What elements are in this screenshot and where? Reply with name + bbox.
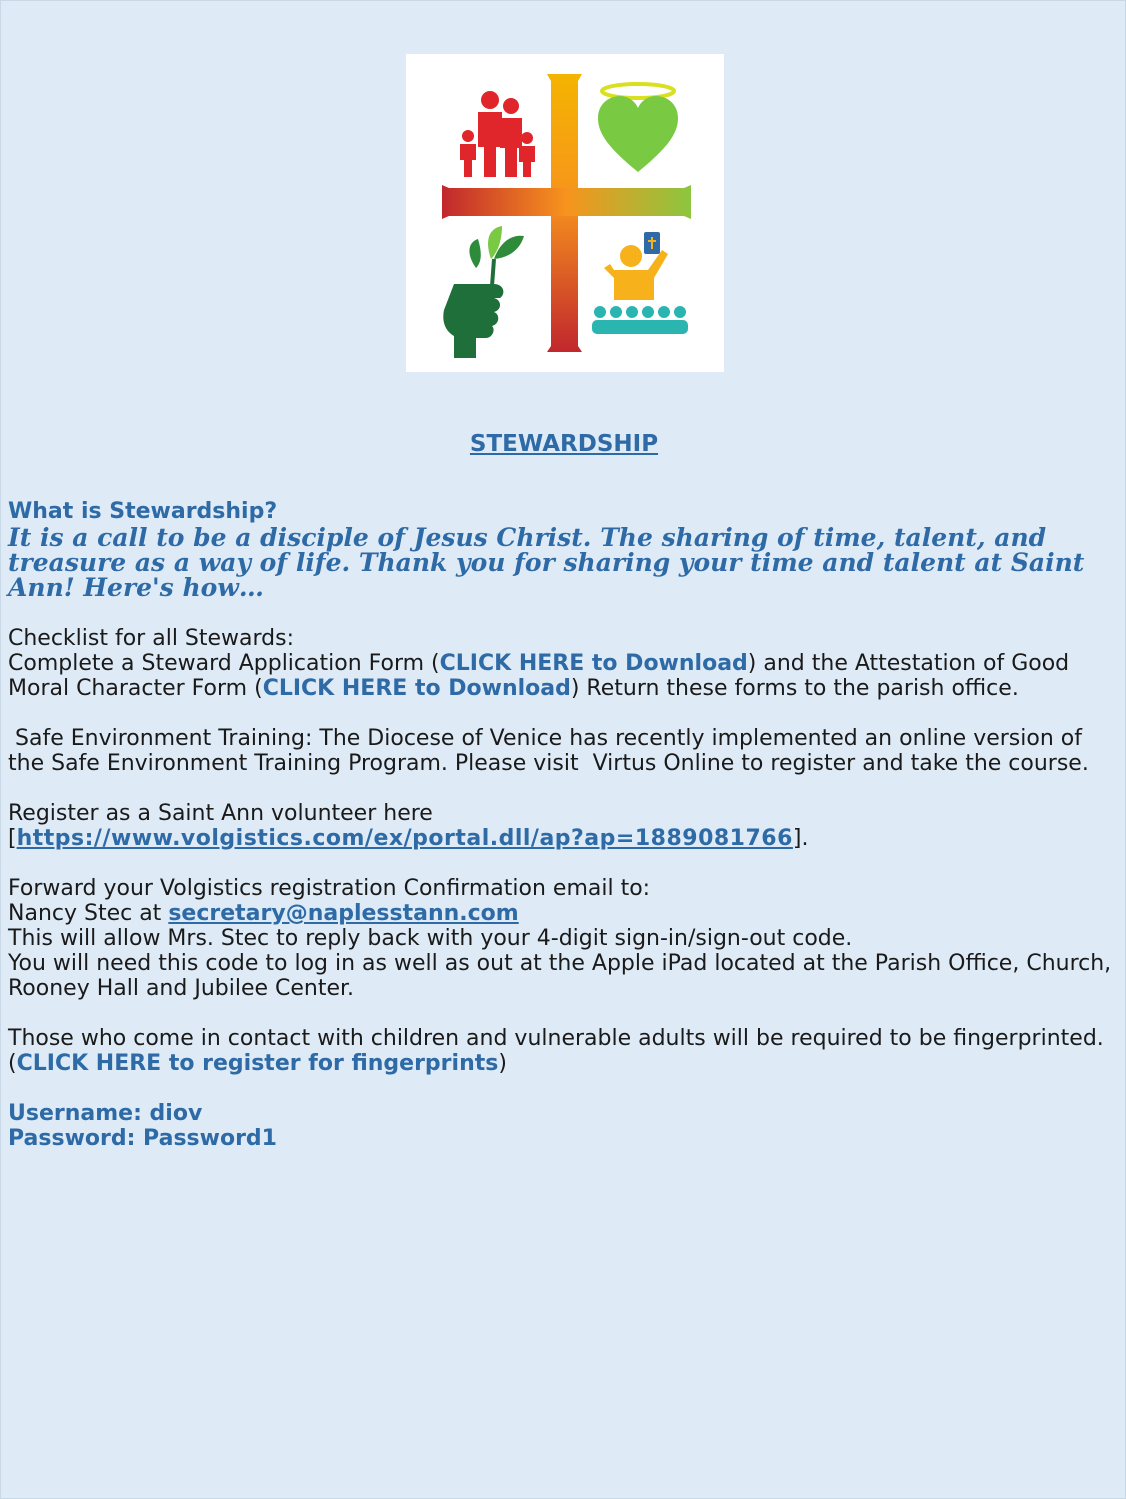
stewardship-question: What is Stewardship?	[8, 499, 278, 524]
download-attestation-form-link[interactable]: CLICK HERE to Download	[262, 676, 571, 701]
checklist-text-b: ) and the Attestation of Good Moral Character Form (	[8, 651, 1070, 701]
paren-open: (	[8, 1051, 17, 1076]
bracket-open: [	[8, 826, 17, 851]
family-icon	[460, 91, 535, 177]
cross-horizontal-bar	[442, 185, 691, 219]
bracket-close: ].	[792, 826, 809, 851]
heart-halo-icon	[598, 84, 678, 172]
forward-line-2	[8, 901, 1120, 926]
checklist-paragraph	[8, 651, 1120, 701]
spacer	[8, 1001, 1120, 1026]
secretary-email-link[interactable]: secretary@naplesstann.com	[168, 901, 519, 926]
password-text: Password: Password1	[8, 1126, 277, 1151]
checklist-heading: Checklist for all Stewards:	[8, 626, 295, 651]
download-steward-form-link[interactable]: CLICK HERE to Download	[439, 651, 748, 676]
fingerprint-line-2	[8, 1051, 1120, 1076]
spacer	[8, 1076, 1120, 1101]
username-text: Username: diov	[8, 1101, 203, 1126]
checklist-text-c: ) Return these forms to the parish office.	[570, 676, 1019, 701]
main-content	[8, 429, 1120, 1151]
page-title[interactable]: STEWARDSHIP	[469, 431, 659, 457]
stewardship-tagline: It is a call to be a disciple of Jesus Christ. The sharing of time, talent, and treasure as a way of life. Thank you for sharing your time and talent at Saint Ann! Here's how…	[8, 523, 1085, 602]
fingerprint-line-1: Those who come in contact with children and vulnerable adults will be required to be fingerprinted.	[8, 1026, 1104, 1051]
checklist-text-a: Complete a Steward Application Form (	[8, 651, 440, 676]
stewardship-logo	[406, 54, 724, 372]
preacher-crowd-icon	[592, 232, 688, 334]
spacer	[8, 851, 1120, 876]
fingerprint-register-link[interactable]: CLICK HERE to register for fingerprints	[16, 1051, 499, 1076]
forward-line-1: Forward your Volgistics registration Confirmation email to:	[8, 876, 651, 901]
safe-environment-paragraph: Safe Environment Training: The Diocese of Venice has recently implemented an online version of the Safe Environment Training Program. Please visit Virtus Online to register and take the course.	[8, 726, 1089, 776]
cross-logo-svg	[406, 54, 724, 372]
plant-hand-icon	[443, 226, 524, 358]
forward-prefix: Nancy Stec at	[8, 901, 169, 926]
spacer	[8, 701, 1120, 726]
register-text: Register as a Saint Ann volunteer here	[8, 801, 433, 826]
register-link-line	[8, 826, 1120, 851]
paren-close: )	[498, 1051, 507, 1076]
forward-line-3: This will allow Mrs. Stec to reply back with your 4-digit sign-in/sign-out code.	[8, 926, 853, 951]
spacer	[8, 776, 1120, 801]
volgistics-link[interactable]: https://www.volgistics.com/ex/portal.dll/ap?ap=1889081766	[16, 826, 793, 851]
forward-line-4: You will need this code to log in as well as out at the Apple iPad located at the Parish Office, Church, Rooney Hall and Jubilee Center.	[8, 951, 1112, 1001]
